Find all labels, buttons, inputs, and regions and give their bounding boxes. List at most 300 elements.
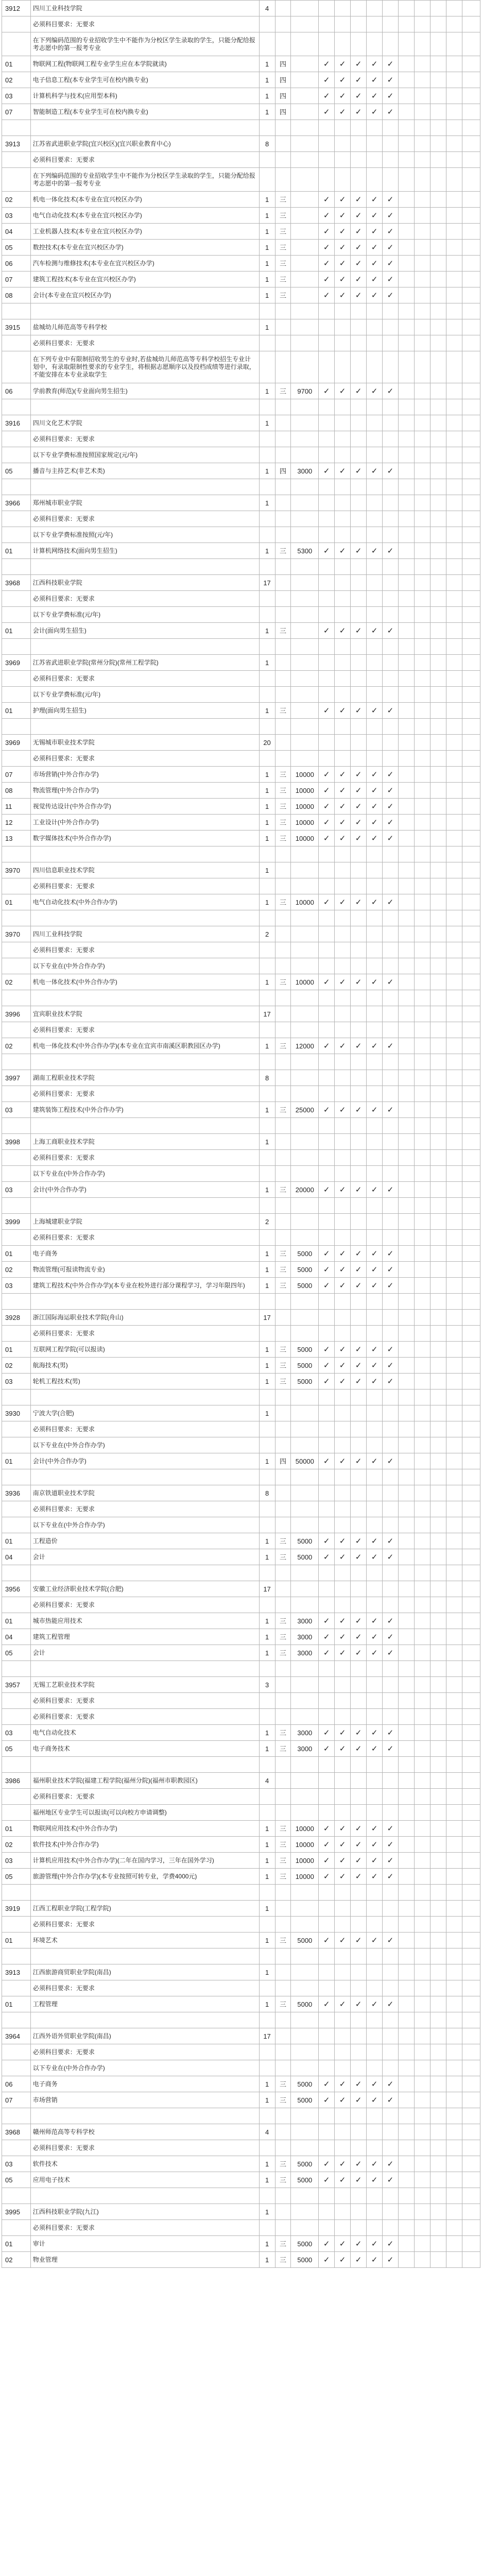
empty-cell — [382, 2028, 398, 2044]
check-mark: ✓ — [319, 287, 335, 303]
empty-cell — [462, 974, 480, 990]
empty-cell — [382, 1948, 398, 1964]
school-name: 上海城建职业学院 — [30, 1214, 259, 1230]
empty-cell — [367, 16, 383, 32]
major-code: 02 — [2, 1038, 31, 1054]
empty-cell — [382, 2188, 398, 2204]
empty-cell — [382, 559, 398, 575]
empty-cell — [430, 974, 446, 990]
empty-cell — [430, 2028, 446, 2044]
empty-cell — [291, 846, 319, 862]
major-row — [2, 1182, 480, 1198]
major-code: 04 — [2, 1629, 31, 1645]
empty-cell — [351, 655, 367, 671]
check-mark: ✓ — [319, 815, 335, 831]
subject-requirement-row — [2, 878, 480, 894]
check-mark: ✓ — [382, 1358, 398, 1374]
empty-cell — [335, 303, 351, 319]
empty-cell — [351, 2012, 367, 2028]
spacer-row — [2, 1054, 480, 1070]
empty-cell — [367, 2028, 383, 2044]
empty-cell — [462, 2028, 480, 2044]
study-years: 三 — [275, 815, 291, 831]
empty-cell — [430, 655, 446, 671]
empty-cell — [351, 1581, 367, 1597]
empty-cell — [335, 639, 351, 655]
empty-cell — [430, 431, 446, 447]
empty-cell — [414, 495, 430, 511]
major-name: 会计 — [30, 1549, 259, 1565]
empty-cell — [2, 1294, 31, 1310]
empty-cell — [430, 1581, 446, 1597]
empty-cell — [430, 168, 446, 192]
empty-cell — [414, 208, 430, 224]
check-mark: ✓ — [319, 974, 335, 990]
empty-cell — [291, 136, 319, 152]
empty-cell — [446, 1437, 462, 1453]
school-name: 安徽工业经济职业技术学院(合肥) — [30, 1581, 259, 1597]
empty-cell — [414, 1805, 430, 1821]
empty-cell — [275, 335, 291, 351]
empty-cell — [446, 527, 462, 543]
empty-cell — [367, 910, 383, 926]
major-row — [2, 831, 480, 846]
note-text: 以下专业学费标准按照(元/年) — [30, 527, 259, 543]
empty-cell — [382, 607, 398, 623]
tuition-fee: 10000 — [291, 783, 319, 799]
empty-cell — [351, 1501, 367, 1517]
note-text: 在下列编码范围的专业招收学生中不能作为分校区学生录取的学生，只能分配给报考志愿中的第一报考专业 — [30, 168, 259, 192]
major-name: 物流管理(中外合作办学) — [30, 783, 259, 799]
empty-cell — [462, 463, 480, 479]
check-mark: ✓ — [382, 1533, 398, 1549]
major-plan-count: 1 — [259, 1342, 275, 1358]
empty-cell — [446, 1773, 462, 1789]
check-mark: ✓ — [382, 383, 398, 399]
empty-cell — [398, 846, 414, 862]
check-mark: ✓ — [335, 1102, 351, 1118]
study-years: 三 — [275, 2076, 291, 2092]
empty-cell — [446, 1661, 462, 1677]
check-mark: ✓ — [351, 192, 367, 208]
empty-cell — [430, 2236, 446, 2252]
check-mark: ✓ — [319, 831, 335, 846]
subject-requirement-row — [2, 1789, 480, 1805]
major-code: 01 — [2, 1996, 31, 2012]
check-mark: ✓ — [351, 1533, 367, 1549]
tuition-fee — [291, 208, 319, 224]
major-name: 环境艺术 — [30, 1933, 259, 1948]
empty-cell — [367, 168, 383, 192]
empty-cell — [259, 2140, 275, 2156]
subject-requirement-row — [2, 1150, 480, 1166]
empty-cell — [462, 846, 480, 862]
major-row — [2, 1853, 480, 1869]
check-mark: ✓ — [319, 1278, 335, 1294]
major-plan-count: 1 — [259, 1613, 275, 1629]
empty-cell — [398, 703, 414, 719]
empty-cell — [446, 1262, 462, 1278]
empty-cell — [446, 303, 462, 319]
empty-cell — [30, 399, 259, 415]
check-mark: ✓ — [382, 1246, 398, 1262]
check-mark: ✓ — [351, 543, 367, 559]
empty-cell — [351, 32, 367, 56]
empty-cell — [430, 1198, 446, 1214]
empty-cell — [2, 1166, 31, 1182]
check-mark: ✓ — [335, 2236, 351, 2252]
empty-cell — [382, 2108, 398, 2124]
empty-cell — [446, 399, 462, 415]
empty-cell — [382, 862, 398, 878]
empty-cell — [398, 2092, 414, 2108]
empty-cell — [462, 1917, 480, 1933]
empty-cell — [275, 942, 291, 958]
empty-cell — [259, 1501, 275, 1517]
tuition-fee: 3000 — [291, 1741, 319, 1757]
empty-cell — [335, 1757, 351, 1773]
empty-cell — [367, 1405, 383, 1421]
empty-cell — [446, 1869, 462, 1885]
empty-cell — [462, 511, 480, 527]
major-name: 会计(中外合作办学) — [30, 1182, 259, 1198]
empty-cell — [446, 1725, 462, 1741]
tuition-fee: 10000 — [291, 1821, 319, 1837]
check-mark: ✓ — [319, 2156, 335, 2172]
check-mark: ✓ — [367, 1278, 383, 1294]
study-years: 三 — [275, 974, 291, 990]
empty-cell — [414, 256, 430, 272]
empty-cell — [398, 1725, 414, 1741]
empty-cell — [367, 687, 383, 703]
empty-cell — [446, 1837, 462, 1853]
school-name: 无锡城市职业技术学院 — [30, 735, 259, 751]
empty-cell — [291, 2188, 319, 2204]
empty-cell — [351, 1677, 367, 1693]
empty-cell — [462, 1389, 480, 1405]
empty-cell — [414, 1389, 430, 1405]
empty-cell — [291, 942, 319, 958]
major-code: 07 — [2, 272, 31, 287]
empty-cell — [462, 224, 480, 240]
empty-cell — [462, 1118, 480, 1134]
empty-cell — [335, 1485, 351, 1501]
spacer-row — [2, 399, 480, 415]
school-row — [2, 319, 480, 335]
empty-cell — [462, 1278, 480, 1294]
empty-cell — [335, 2124, 351, 2140]
note-row — [2, 958, 480, 974]
empty-cell — [2, 2012, 31, 2028]
school-name: 赣州师范高等专科学校 — [30, 2124, 259, 2140]
empty-cell — [462, 1885, 480, 1901]
empty-cell — [446, 607, 462, 623]
empty-cell — [335, 1294, 351, 1310]
empty-cell — [351, 511, 367, 527]
empty-cell — [446, 495, 462, 511]
empty-cell — [398, 1613, 414, 1629]
major-name: 会计(本专业在宜兴校区办学) — [30, 287, 259, 303]
major-plan-count: 1 — [259, 815, 275, 831]
empty-cell — [335, 1980, 351, 1996]
empty-cell — [414, 1533, 430, 1549]
note-text: 以下专业在(中外合作办学) — [30, 1166, 259, 1182]
empty-cell — [319, 2124, 335, 2140]
note-text: 以下专业在(中外合作办学) — [30, 1517, 259, 1533]
check-mark: ✓ — [335, 767, 351, 783]
check-mark: ✓ — [367, 1533, 383, 1549]
tuition-fee: 3000 — [291, 1629, 319, 1645]
empty-cell — [2, 751, 31, 767]
empty-cell — [414, 168, 430, 192]
empty-cell — [335, 447, 351, 463]
check-mark: ✓ — [367, 623, 383, 639]
subject-requirement: 必须科目要求：无要求 — [30, 591, 259, 607]
subject-requirement: 必须科目要求：无要求 — [30, 16, 259, 32]
check-mark: ✓ — [335, 1358, 351, 1374]
major-code: 03 — [2, 1374, 31, 1389]
empty-cell — [462, 1533, 480, 1549]
empty-cell — [398, 942, 414, 958]
check-mark: ✓ — [319, 1549, 335, 1565]
school-code: 3996 — [2, 1006, 31, 1022]
note-text: 福州地区专业学生可以报读(可以向校方申请调整) — [30, 1805, 259, 1821]
check-mark: ✓ — [367, 1262, 383, 1278]
check-mark: ✓ — [335, 2092, 351, 2108]
empty-cell — [446, 1102, 462, 1118]
empty-cell — [335, 910, 351, 926]
school-row — [2, 1134, 480, 1150]
empty-cell — [446, 958, 462, 974]
empty-cell — [446, 2076, 462, 2092]
school-plan-count: 17 — [259, 1006, 275, 1022]
empty-cell — [462, 1358, 480, 1374]
empty-cell — [382, 527, 398, 543]
empty-cell — [414, 1996, 430, 2012]
empty-cell — [462, 1437, 480, 1453]
check-mark: ✓ — [382, 1613, 398, 1629]
major-code: 01 — [2, 543, 31, 559]
major-row — [2, 623, 480, 639]
empty-cell — [414, 2236, 430, 2252]
check-mark: ✓ — [335, 104, 351, 120]
subject-requirement-row — [2, 2044, 480, 2060]
empty-cell — [367, 1789, 383, 1805]
empty-cell — [446, 846, 462, 862]
empty-cell — [275, 1901, 291, 1917]
empty-cell — [414, 1405, 430, 1421]
major-plan-count: 1 — [259, 56, 275, 72]
major-name: 电子商务 — [30, 2076, 259, 2092]
empty-cell — [430, 1853, 446, 1869]
empty-cell — [382, 1469, 398, 1485]
school-plan-count: 1 — [259, 495, 275, 511]
subject-requirement: 必须科目要求：无要求 — [30, 942, 259, 958]
empty-cell — [275, 687, 291, 703]
empty-cell — [446, 2108, 462, 2124]
check-mark: ✓ — [335, 543, 351, 559]
check-mark: ✓ — [367, 1038, 383, 1054]
empty-cell — [462, 120, 480, 136]
empty-cell — [2, 1597, 31, 1613]
empty-cell — [430, 1885, 446, 1901]
empty-cell — [430, 719, 446, 735]
empty-cell — [335, 1118, 351, 1134]
empty-cell — [275, 751, 291, 767]
empty-cell — [446, 1805, 462, 1821]
check-mark: ✓ — [319, 1821, 335, 1837]
empty-cell — [335, 2108, 351, 2124]
major-name: 轮机工程技术(男) — [30, 1374, 259, 1389]
empty-cell — [367, 431, 383, 447]
school-code: 3986 — [2, 1773, 31, 1789]
school-name: 四川工业科技学院 — [30, 1, 259, 16]
empty-cell — [398, 1342, 414, 1358]
empty-cell — [414, 1565, 430, 1581]
empty-cell — [319, 1917, 335, 1933]
check-mark: ✓ — [367, 1645, 383, 1661]
school-plan-count: 1 — [259, 862, 275, 878]
empty-cell — [446, 136, 462, 152]
empty-cell — [446, 1709, 462, 1725]
empty-cell — [319, 1310, 335, 1326]
tuition-fee: 25000 — [291, 1102, 319, 1118]
empty-cell — [367, 1693, 383, 1709]
check-mark: ✓ — [367, 1741, 383, 1757]
school-plan-count: 1 — [259, 319, 275, 335]
empty-cell — [398, 1070, 414, 1086]
empty-cell — [351, 1693, 367, 1709]
school-name: 江苏省武进职业学院(常州分院)(常州工程学院) — [30, 655, 259, 671]
empty-cell — [398, 2012, 414, 2028]
empty-cell — [259, 1086, 275, 1102]
empty-cell — [291, 2060, 319, 2076]
empty-cell — [414, 687, 430, 703]
empty-cell — [351, 1070, 367, 1086]
empty-cell — [259, 303, 275, 319]
empty-cell — [462, 335, 480, 351]
empty-cell — [2, 1693, 31, 1709]
check-mark: ✓ — [335, 224, 351, 240]
major-code: 06 — [2, 383, 31, 399]
empty-cell — [291, 990, 319, 1006]
major-code: 03 — [2, 1725, 31, 1741]
spacer-row — [2, 1198, 480, 1214]
empty-cell — [382, 1230, 398, 1246]
empty-cell — [414, 1773, 430, 1789]
empty-cell — [367, 958, 383, 974]
empty-cell — [446, 878, 462, 894]
school-name: 四川工业科技学院 — [30, 926, 259, 942]
school-plan-count: 4 — [259, 2124, 275, 2140]
school-code: 3968 — [2, 2124, 31, 2140]
empty-cell — [430, 1821, 446, 1837]
check-mark: ✓ — [367, 1837, 383, 1853]
empty-cell — [462, 1310, 480, 1326]
empty-cell — [319, 527, 335, 543]
empty-cell — [398, 1901, 414, 1917]
empty-cell — [351, 1198, 367, 1214]
major-name: 汽车检测与维修技术(本专业在宜兴校区办学) — [30, 256, 259, 272]
empty-cell — [291, 639, 319, 655]
empty-cell — [291, 1070, 319, 1086]
subject-requirement: 必须科目要求：无要求 — [30, 1917, 259, 1933]
empty-cell — [367, 2012, 383, 2028]
empty-cell — [398, 1645, 414, 1661]
subject-requirement: 必须科目要求：无要求 — [30, 1980, 259, 1996]
empty-cell — [382, 2140, 398, 2156]
empty-cell — [291, 687, 319, 703]
major-plan-count: 1 — [259, 1453, 275, 1469]
empty-cell — [30, 479, 259, 495]
empty-cell — [382, 1166, 398, 1182]
major-plan-count: 1 — [259, 1821, 275, 1837]
check-mark: ✓ — [319, 1182, 335, 1198]
empty-cell — [275, 862, 291, 878]
empty-cell — [351, 1086, 367, 1102]
subject-requirement: 必须科目要求：无要求 — [30, 878, 259, 894]
empty-cell — [414, 1869, 430, 1885]
empty-cell — [462, 1677, 480, 1693]
empty-cell — [398, 1358, 414, 1374]
empty-cell — [430, 783, 446, 799]
check-mark: ✓ — [351, 2236, 367, 2252]
empty-cell — [414, 1118, 430, 1134]
empty-cell — [446, 1198, 462, 1214]
empty-cell — [414, 240, 430, 256]
empty-cell — [351, 1805, 367, 1821]
empty-cell — [275, 152, 291, 168]
major-code: 05 — [2, 463, 31, 479]
empty-cell — [30, 1661, 259, 1677]
empty-cell — [446, 894, 462, 910]
empty-cell — [275, 2044, 291, 2060]
empty-cell — [275, 527, 291, 543]
empty-cell — [2, 1150, 31, 1166]
empty-cell — [398, 1805, 414, 1821]
tuition-fee: 5000 — [291, 2156, 319, 2172]
check-mark: ✓ — [367, 1342, 383, 1358]
major-plan-count: 1 — [259, 1278, 275, 1294]
check-mark: ✓ — [351, 1869, 367, 1885]
school-row — [2, 136, 480, 152]
empty-cell — [351, 1789, 367, 1805]
empty-cell — [462, 862, 480, 878]
empty-cell — [382, 846, 398, 862]
empty-cell — [398, 2252, 414, 2268]
empty-cell — [398, 495, 414, 511]
empty-cell — [259, 1789, 275, 1805]
tuition-fee: 5000 — [291, 1933, 319, 1948]
empty-cell — [291, 168, 319, 192]
empty-cell — [398, 607, 414, 623]
empty-cell — [414, 767, 430, 783]
empty-cell — [462, 1262, 480, 1278]
empty-cell — [351, 2204, 367, 2220]
check-mark: ✓ — [319, 1869, 335, 1885]
empty-cell — [414, 1246, 430, 1262]
tuition-fee: 10000 — [291, 767, 319, 783]
empty-cell — [2, 2220, 31, 2236]
subject-requirement: 必须科目要求：无要求 — [30, 2220, 259, 2236]
empty-cell — [462, 1661, 480, 1677]
school-code: 3998 — [2, 1134, 31, 1150]
empty-cell — [30, 1198, 259, 1214]
empty-cell — [462, 1821, 480, 1837]
check-mark: ✓ — [367, 767, 383, 783]
empty-cell — [275, 2220, 291, 2236]
empty-cell — [2, 1917, 31, 1933]
